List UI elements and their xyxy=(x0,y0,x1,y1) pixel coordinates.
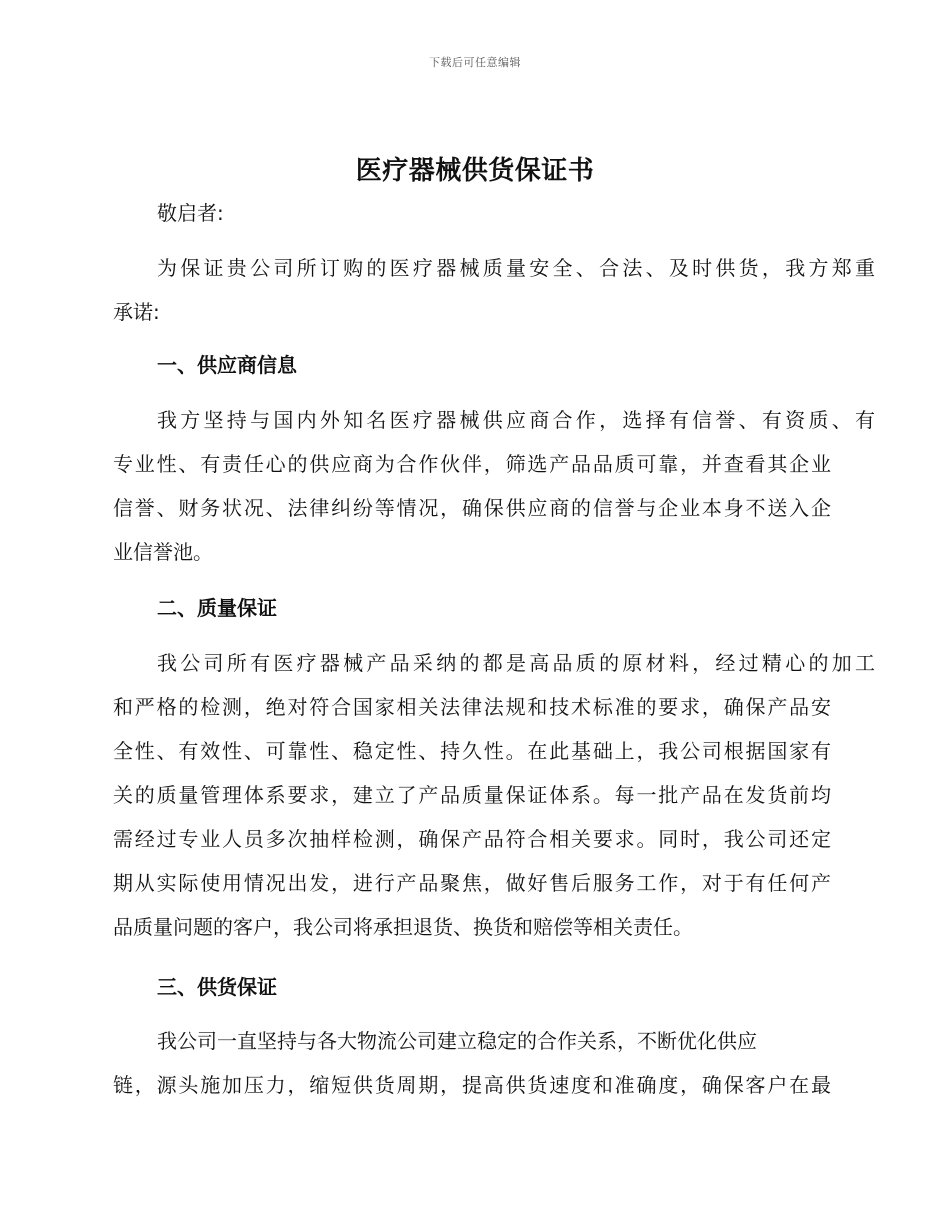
paragraph-line: 信誉、财务状况、法律纠纷等情况，确保供应商的信誉与企业本身不送入企 xyxy=(113,496,831,520)
intro-line: 承诺: xyxy=(113,300,160,324)
paragraph-line: 品质量问题的客户，我公司将承担退货、换货和赔偿等相关责任。 xyxy=(113,915,693,939)
section-heading-supplier: 一、供应商信息 xyxy=(157,353,297,377)
paragraph-line: 链，源头施加压力，缩短供货周期，提高供货速度和准确度，确保客户在最 xyxy=(113,1073,831,1097)
intro-line: 为保证贵公司所订购的医疗器械质量安全、合法、及时供货，我方郑重 xyxy=(157,256,875,280)
header-note: 下载后可任意编辑 xyxy=(429,56,521,69)
paragraph-line: 我公司一直坚持与各大物流公司建立稳定的合作关系，不断优化供应 xyxy=(157,1029,757,1053)
salutation: 敬启者: xyxy=(157,201,224,225)
paragraph-line: 全性、有效性、可靠性、稳定性、持久性。在此基础上，我公司根据国家有 xyxy=(113,739,831,763)
paragraph-line: 我公司所有医疗器械产品采纳的都是高品质的原材料，经过精心的加工 xyxy=(157,651,875,675)
paragraph-line: 需经过专业人员多次抽样检测，确保产品符合相关要求。同时，我公司还定 xyxy=(113,827,831,851)
document-title: 医疗器械供货保证书 xyxy=(355,156,595,186)
paragraph-line: 我方坚持与国内外知名医疗器械供应商合作，选择有信誉、有资质、有 xyxy=(157,408,875,432)
section-heading-quality: 二、质量保证 xyxy=(157,596,277,620)
paragraph-line: 专业性、有责任心的供应商为合作伙伴，筛选产品品质可靠，并查看其企业 xyxy=(113,452,831,476)
paragraph-line: 关的质量管理体系要求，建立了产品质量保证体系。每一批产品在发货前均 xyxy=(113,783,831,807)
paragraph-line: 业信誉池。 xyxy=(113,540,213,564)
paragraph-line: 和严格的检测，绝对符合国家相关法律法规和技术标准的要求，确保产品安 xyxy=(113,695,831,719)
section-heading-supply: 三、供货保证 xyxy=(157,975,277,999)
paragraph-line: 期从实际使用情况出发，进行产品聚焦，做好售后服务工作，对于有任何产 xyxy=(113,871,831,895)
